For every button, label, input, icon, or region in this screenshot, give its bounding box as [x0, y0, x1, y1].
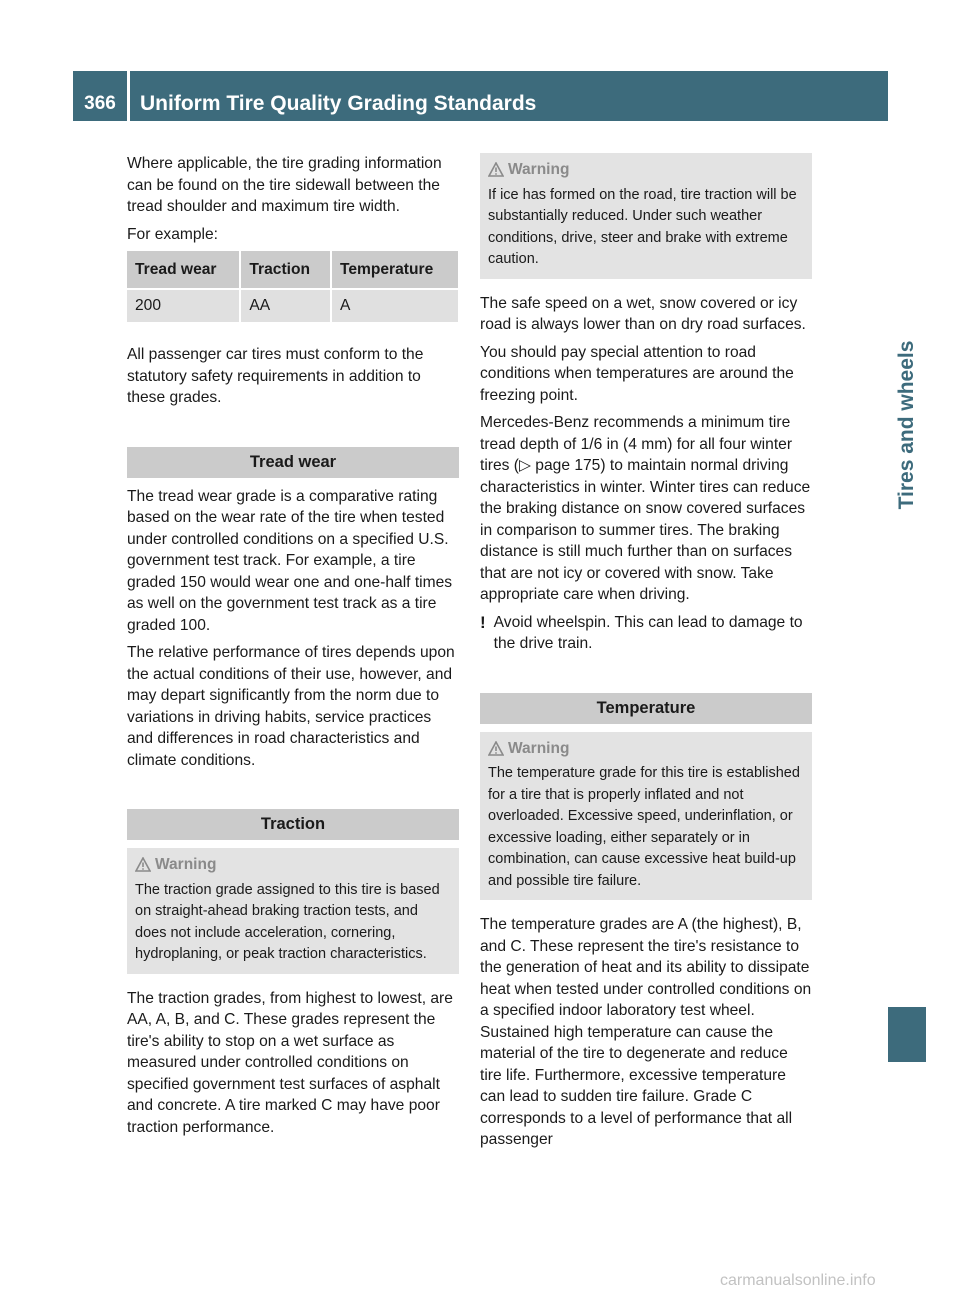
watermark: carmanualsonline.info — [720, 1272, 876, 1289]
warning-box-temperature — [480, 732, 812, 901]
table-row — [127, 289, 458, 322]
warning-title — [135, 854, 451, 876]
note-text: Avoid wheelspin. This can lead to damage to the drive train. — [493, 613, 803, 652]
warning-text: If ice has formed on the road, tire traction will be substantially reduced. Under such weather conditions, drive, steer and brake with extreme caution. — [488, 186, 797, 267]
left-column — [127, 153, 459, 1144]
winter-tires-paragraph: Mercedes-Benz recommends a minimum tire tread depth of 1/6 in (4 mm) for all four winter tires (▷ page 175) to maintain normal driving characteristics in winter. Winter tires can reduce the braking distance on snow covered surfaces in comparison to summer tires. The braking distance is still much further than on surfaces that are not icy or covered with snow. Take appropriate care when driving. — [480, 414, 811, 603]
right-column — [480, 153, 812, 1157]
table-header: Traction — [240, 251, 331, 289]
warning-title — [488, 738, 804, 760]
table-cell: AA — [240, 289, 331, 322]
warning-title-text: Warning — [155, 856, 217, 873]
safe-speed-paragraph: The safe speed on a wet, snow covered or icy road is always lower than on dry road surfaces. — [480, 294, 806, 333]
warning-triangle-icon — [488, 162, 504, 177]
table-header: Temperature — [331, 251, 458, 289]
warning-text: The traction grade assigned to this tire is based on straight-ahead braking traction tests, and does not include acceleration, cornering, hydroplaning, or peak traction characteristics. — [135, 881, 440, 962]
conformance-paragraph: All passenger car tires must conform to the statutory safety requirements in addition to these grades. — [127, 346, 424, 406]
tread-wear-paragraph-2: The relative performance of tires depends upon the actual conditions of their use, however, and may depart significantly from the norm due to variations in driving habits, service practices and differences in road characteristics and climate conditions. — [127, 644, 455, 769]
grading-table — [127, 251, 458, 322]
header-divider — [127, 71, 130, 121]
temperature-paragraph: The temperature grades are A (the highest), B, and C. These represent the tire's resistance to the generation of heat and its ability to dissipate heat when tested under controlled conditions on a specified indoor laboratory test wheel. Sustained high temperature can cause the material of the tire to degenerate and reduce tire life. Furthermore, excessive temperature can lead to sudden tire failure. Grade C corresponds to a level of performance that all passenger — [480, 916, 812, 1148]
table-header-row — [127, 251, 458, 289]
table-cell: A — [331, 289, 458, 322]
section-heading-tread-wear: Tread wear — [127, 447, 459, 478]
warning-title-text: Warning — [508, 161, 570, 178]
warning-triangle-icon — [488, 741, 504, 756]
side-tab-label-wrap — [888, 122, 926, 727]
side-tab-label: Tires and wheels — [895, 340, 918, 509]
tread-wear-paragraph-1: The tread wear grade is a comparative rating based on the wear rate of the tire when tested under controlled conditions on a specified U.S. government test track. For example, a tire graded 150 would wear one and one-half times as well on the government test track as a tire graded 100. — [127, 487, 453, 634]
warning-title — [488, 159, 804, 181]
for-example-label: For example: — [127, 225, 218, 243]
warning-title-text: Warning — [508, 739, 570, 757]
exclamation-icon: ! — [480, 612, 486, 632]
warning-triangle-icon — [135, 857, 151, 872]
page-title: Uniform Tire Quality Grading Standards — [140, 92, 537, 115]
section-heading-temperature: Temperature — [480, 693, 812, 724]
warning-box-ice — [480, 153, 812, 279]
freezing-paragraph: You should pay special attention to road conditions when temperatures are around the freezing point. — [480, 343, 794, 404]
warning-text: The temperature grade for this tire is established for a tire that is properly inflated and not overloaded. Excessive speed, underinflation, or excessive loading, either separately or in combination, can cause excessive heat build-up and possible tire failure. — [488, 765, 800, 889]
table-cell: 200 — [127, 289, 240, 322]
note-wheelspin — [480, 612, 812, 655]
warning-box-traction — [127, 848, 459, 974]
intro-paragraph: Where applicable, the tire grading information can be found on the tire sidewall between the tread shoulder and maximum tire width. — [127, 155, 442, 215]
section-heading-traction: Traction — [127, 809, 459, 840]
table-header: Tread wear — [127, 251, 240, 289]
traction-paragraph: The traction grades, from highest to lowest, are AA, A, B, and C. These grades represent the tire's ability to stop on a wet surface as measured under controlled conditions on specified government test surfaces of asphalt and concrete. A tire marked C may have poor traction performance. — [127, 989, 453, 1136]
side-tab-block — [888, 1007, 926, 1062]
page-number: 366 — [84, 93, 116, 114]
